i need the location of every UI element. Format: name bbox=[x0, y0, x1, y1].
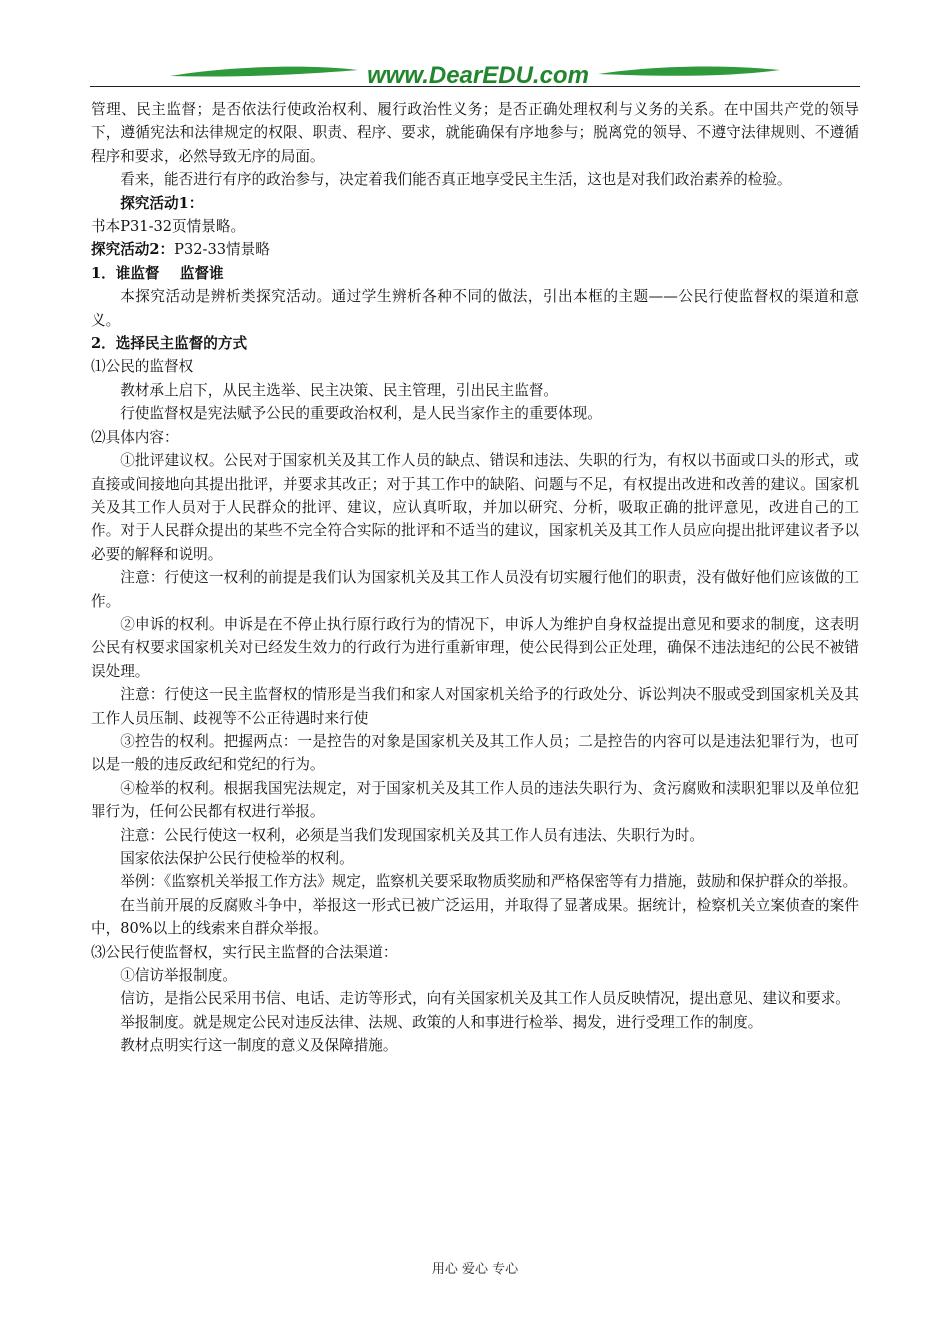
section-heading-1: 1．谁监督 监督谁 bbox=[91, 264, 224, 282]
paragraph: 在当前开展的反腐败斗争中，举报这一形式已被广泛运用，并取得了显著成果。据统计，检察机关立案侦查的案件中，80%以上的线索来自群众举报。 bbox=[91, 896, 859, 938]
paragraph: ①批评建议权。公民对于国家机关及其工作人员的缺点、错误和违法、失职的行为，有权以书面或口头的形式，或直接或间接地向其提出批评，并要求其改正；对于其工作中的缺陷、问题与不足，有权提出改进和改善的建议。国家机关及其工作人员对于人民群众的批评、建议，应认真听取，并加以研究、分析，吸取正确的批评意见，改进自己的工作。对于人民群众提出的某些不完全符合实际的批评和不适当的建议，国家机关及其工作人员应向提出批评建议者予以必要的解释和说明。 bbox=[91, 452, 859, 563]
paragraph: 看来，能否进行有序的政治参与，决定着我们能否真正地享受民主生活，这也是对我们政治素养的检验。 bbox=[120, 171, 792, 189]
subsection-heading: ⑶公民行使监督权，实行民主监督的合法渠道： bbox=[91, 943, 398, 961]
section-heading-2: 2．选择民主监督的方式 bbox=[91, 335, 248, 353]
logo-text: www.DearEDU.com bbox=[367, 62, 589, 89]
note-paragraph: 注意：行使这一权利的前提是我们认为国家机关及其工作人员没有切实履行他们的职责，没有做好他们应该做的工作。 bbox=[91, 569, 859, 610]
document-body bbox=[91, 98, 859, 1058]
activity-1-title: 探究活动1： bbox=[120, 194, 204, 212]
activity-2-title: 探究活动2： bbox=[91, 241, 175, 259]
paragraph: ①信访举报制度。 bbox=[120, 967, 237, 985]
paragraph: ③控告的权利。把握两点：一是控告的对象是国家机关及其工作人员；二是控告的内容可以是违法犯罪行为，也可以是一般的违反政纪和党纪的行为。 bbox=[91, 732, 859, 774]
header-rule bbox=[90, 86, 860, 87]
subsection-heading: ⑵具体内容： bbox=[91, 428, 179, 446]
paragraph: 行使监督权是宪法赋予公民的重要政治权利，是人民当家作主的重要体现。 bbox=[120, 405, 602, 423]
paragraph: 教材承上启下，从民主选举、民主决策、民主管理，引出民主监督。 bbox=[120, 381, 559, 399]
paragraph: ②申诉的权利。申诉是在不停止执行原行政行为的情况下，申诉人为维护自身权益提出意见和要求的制度，这表明公民有权要求国家机关对已经发生效力的行政行为进行重新审理，使公民得到公正处理，确保不违法违纪的公民不被错误处理。 bbox=[91, 615, 859, 680]
subsection-heading: ⑴公民的监督权 bbox=[91, 358, 194, 376]
activity-1-text: 书本P31-32页情景略。 bbox=[91, 218, 246, 236]
paragraph: 信访，是指公民采用书信、电话、走访等形式，向有关国家机关及其工作人员反映情况，提出意见、建议和要求。 bbox=[120, 990, 850, 1008]
paragraph: 教材点明实行这一制度的意义及保障措施。 bbox=[120, 1037, 398, 1055]
left-swoosh bbox=[170, 67, 358, 77]
paragraph: 管理、民主监督；是否依法行使政治权利、履行政治性义务；是否正确处理权利与义务的关系。在中国共产党的领导下，遵循宪法和法律规定的权限、职责、程序、要求，就能确保有序地参与；脱离党的领导、不遵守法律规则、不遵循程序和要求，必然导致无序的局面。 bbox=[91, 101, 859, 165]
activity-1-heading bbox=[91, 192, 859, 215]
activity-2-line bbox=[91, 238, 859, 261]
page-footer: 用心 爱心 专心 bbox=[431, 1262, 519, 1277]
paragraph: 本探究活动是辨析类探究活动。通过学生辨析各种不同的做法，引出本框的主题——公民行使监督权的渠道和意义。 bbox=[91, 288, 859, 329]
note-paragraph: 注意：行使这一民主监督权的情形是当我们和家人对国家机关给予的行政处分、诉讼判决不服或受到国家机关及其工作人员压制、歧视等不公正待遇时来行使 bbox=[91, 686, 859, 727]
right-swoosh bbox=[598, 67, 780, 76]
paragraph: ④检举的权利。根据我国宪法规定，对于国家机关及其工作人员的违法失职行为、贪污腐败和渎职犯罪以及单位犯罪行为，任何公民都有权进行举报。 bbox=[91, 779, 859, 821]
paragraph: 举报制度。就是规定公民对违反法律、法规、政策的人和事进行检举、揭发，进行受理工作的制度。 bbox=[120, 1013, 763, 1031]
example-paragraph: 举例：《监察机关举报工作方法》规定，监察机关要采取物质奖励和严格保密等有力措施，鼓励和保护群众的举报。 bbox=[120, 873, 858, 891]
activity-2-text: P32-33情景略 bbox=[174, 241, 270, 259]
note-paragraph: 注意：公民行使这一权利，必须是当我们发现国家机关及其工作人员有违法、失职行为时。 bbox=[120, 826, 704, 844]
paragraph: 国家依法保护公民行使检举的权利。 bbox=[120, 850, 354, 867]
